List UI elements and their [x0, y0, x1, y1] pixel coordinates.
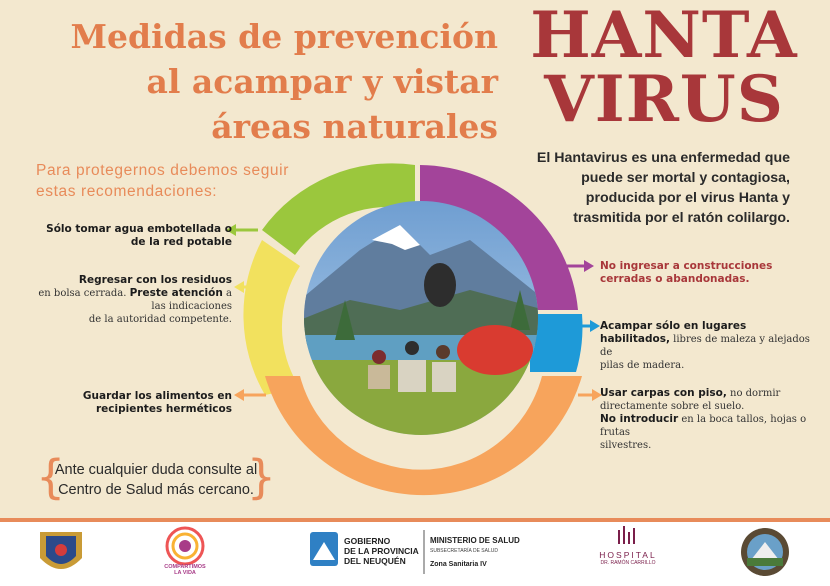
food-line-1: Guardar los alimentos en [82, 390, 232, 402]
gobierno-neuquen-logo [306, 526, 524, 578]
hospital-name: HOSPITAL [599, 550, 657, 560]
description-line-1: El Hantavirus es una enfermedad que [536, 150, 790, 166]
camp-bold-2: habilitados, [600, 333, 670, 345]
camp-line-1: Acampar sólo en lugares [600, 320, 747, 332]
intro-line-2: estas recomendaciones: [36, 183, 218, 200]
compartimos-text [155, 564, 215, 576]
subtitle-line-2: al acampar y vistar [146, 62, 498, 101]
waste-text-1: en bolsa cerrada. [38, 288, 127, 299]
camp-text-2: pilas de madera. [600, 360, 685, 371]
subtitle-line-1: Medidas de prevención [70, 17, 498, 56]
water-line-1: Sólo tomar agua embotellada o [46, 223, 232, 235]
description-line-3: producida por el virus Hanta y [585, 190, 790, 206]
notice-line-2: Centro de Salud más cercano. [58, 482, 254, 498]
hospital-logo [588, 528, 668, 580]
waste-text-4: de la autoridad competente. [88, 314, 232, 325]
recommendation-camping [600, 320, 814, 372]
tent-bold-1: Usar carpas con piso, [600, 387, 727, 399]
tent-text-2: directamente sobre el suelo. [600, 401, 745, 412]
recommendation-tent [600, 387, 814, 452]
waste-text-2: a [226, 288, 232, 299]
abandoned-line-1: No ingresar a construcciones [600, 260, 773, 272]
zona-name: Zona Sanitaria IV [430, 561, 487, 568]
title-line-1: HANTA [530, 0, 798, 73]
water-line-2: de la red potable [130, 236, 232, 248]
camp-text-1: libres de maleza y alejados de [600, 334, 810, 358]
tent-text-3: en la boca tallos, hojas o frutas [600, 414, 807, 438]
gob-line-3: DEL NEUQUÉN [344, 556, 406, 566]
description-line-2: puede ser mortal y contagiosa, [581, 170, 790, 186]
notice-line-1: Ante cualquier duda consulte al [54, 462, 258, 478]
intro-line-1: Para protegernos debemos seguir [36, 162, 289, 179]
left-brace-icon: { [36, 450, 66, 504]
subtitle-line-3: áreas naturales [211, 107, 498, 146]
subsecretaria-name: SUBSECRETARÍA DE SALUD [430, 548, 498, 554]
recommendation-water [36, 223, 232, 249]
abandoned-line-2: cerradas o abandonadas. [600, 273, 750, 285]
right-brace-icon: } [246, 450, 276, 504]
gob-line-2: DE LA PROVINCIA [344, 546, 419, 556]
compartimos-line-2: LA VIDA [174, 570, 196, 576]
gobierno-text [344, 536, 419, 566]
waste-text-3: las indicaciones [151, 301, 232, 312]
waste-line-1: Regresar con los residuos [78, 274, 232, 286]
recommendation-abandoned [600, 260, 810, 286]
compartimos-line-1: COMPARTIMOS [164, 564, 206, 570]
municipal-shield-logo [40, 532, 82, 569]
gob-line-1: GOBIERNO [344, 536, 391, 546]
hospital-sub: DR. RAMÓN CARRILLO [600, 560, 656, 566]
compartimos-la-vida-logo [167, 528, 203, 564]
recommendation-waste [36, 274, 232, 326]
tent-bold-2: No introducir [600, 413, 679, 425]
title-line-2: VIRUS [544, 62, 784, 137]
description-line-4: trasmitida por el ratón colilargo. [573, 210, 790, 226]
zona-sanitaria-seal-logo [741, 528, 789, 576]
food-line-2: recipientes herméticos [95, 403, 232, 415]
tent-text-4: silvestres. [600, 440, 652, 451]
footer-logos [0, 522, 830, 586]
ministry-name: MINISTERIO DE SALUD [430, 536, 520, 545]
notice-text [50, 460, 262, 500]
waste-bold-2: Preste atención [129, 287, 223, 299]
ring-segment-yellow [243, 240, 300, 395]
tent-text-1: no dormir [730, 388, 781, 399]
consult-notice [36, 450, 276, 504]
recommendation-food [36, 390, 232, 416]
